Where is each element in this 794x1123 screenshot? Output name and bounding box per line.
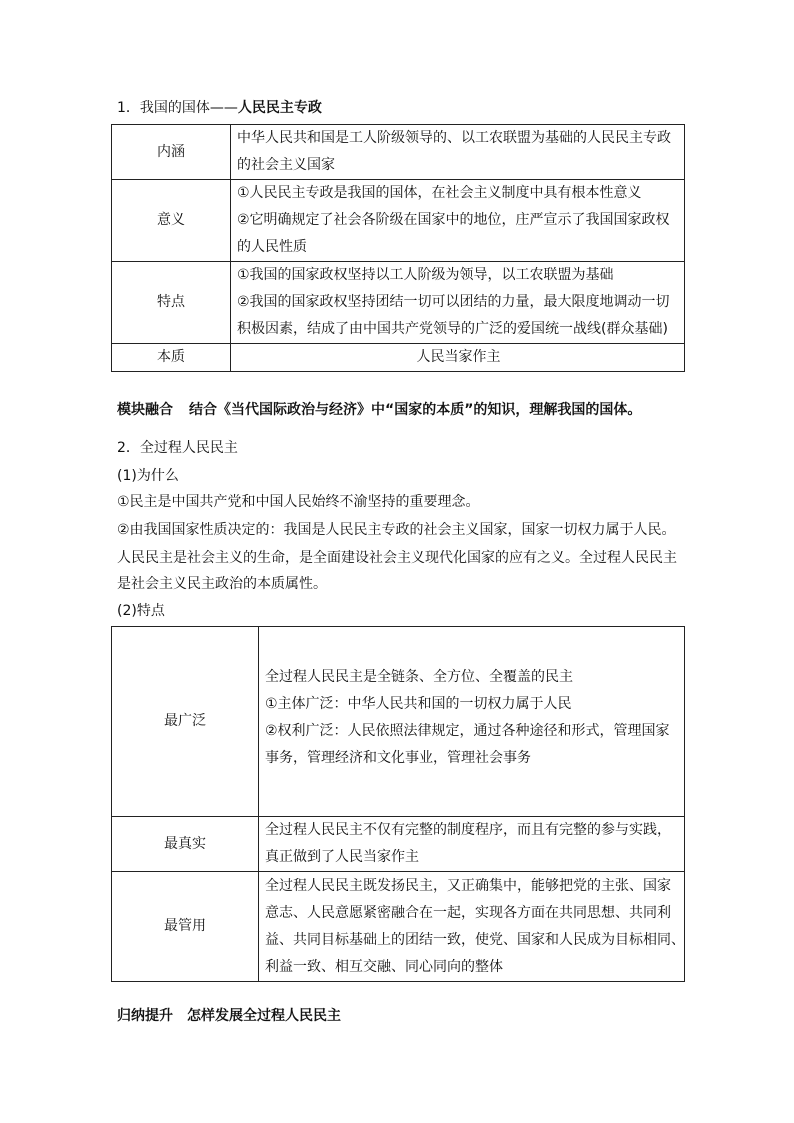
section1-heading [117, 97, 322, 117]
state-system-table [111, 124, 685, 372]
section2-sub2: (2)特点 [117, 603, 165, 619]
summary-note [117, 1005, 341, 1025]
row-label-tedian: 特点 [112, 262, 231, 344]
section1-heading-prefix: 1．我国的国体—— [117, 100, 238, 116]
table-row [112, 125, 685, 180]
module-note-tag: 模块融合 [117, 402, 173, 418]
section2-para-line: 是社会主义民主政治的本质属性。 [117, 576, 327, 592]
cell-line: ①主体广泛：中华人民共和国的一切权力属于人民 [265, 696, 572, 712]
cell-line: 益、共同目标基础上的团结一致，使党、国家和人民成为目标相同、 [265, 931, 685, 948]
row-label-benzhi: 本质 [112, 344, 231, 372]
cell-line: 全过程人民民主是全链条、全方位、全覆盖的民主 [265, 669, 573, 685]
table-row [112, 344, 685, 372]
whole-process-democracy-table [111, 626, 685, 982]
section2-sub1: (1)为什么 [117, 468, 179, 484]
cell-line: 事务，管理经济和文化事业，管理社会事务 [265, 750, 531, 766]
table-row [112, 627, 685, 817]
row-content-yiyi [231, 180, 685, 262]
section2-heading: 2．全过程人民民主 [117, 440, 238, 456]
cell-line: 意志、人民意愿紧密融合在一起，实现各方面在共同思想、共同利 [265, 904, 671, 921]
table-row [112, 180, 685, 262]
module-note-text: 结合《当代国际政治与经济》中“国家的本质”的知识，理解我国的国体。 [189, 402, 642, 418]
cell-line: 积极因素，结成了由中国共产党领导的广泛的爱国统一战线(群众基础) [237, 321, 668, 337]
row-label-neihan: 内涵 [112, 125, 231, 180]
row-content-zuiguanyong [259, 872, 685, 982]
cell-line: 的社会主义国家 [237, 157, 335, 173]
row-content-zuiguangfan [259, 627, 685, 817]
cell-line: 人民当家作主 [416, 349, 501, 365]
table-row [112, 262, 685, 344]
row-label-zuiguanyong: 最管用 [112, 872, 259, 982]
section2-para-line: ②由我国国家性质决定的：我国是人民民主专政的社会主义国家，国家一切权力属于人民。 [117, 522, 676, 538]
cell-line: 的人民性质 [237, 239, 307, 255]
cell-line: ①我国的国家政权坚持以工人阶级为领导，以工农联盟为基础 [237, 267, 614, 283]
row-content-tedian [231, 262, 685, 344]
row-content-zuizhenshi [259, 817, 685, 872]
cell-line: 真正做到了人民当家作主 [265, 849, 419, 865]
cell-line: ①人民民主专政是我国的国体，在社会主义制度中具有根本性意义 [237, 185, 642, 201]
cell-line: ②我国的国家政权坚持团结一切可以团结的力量，最大限度地调动一切 [237, 294, 670, 310]
cell-line: 全过程人民民主不仅有完整的制度程序，而且有完整的参与实践， [265, 822, 671, 838]
cell-line: 利益一致、相互交融、同心同向的整体 [265, 958, 503, 975]
summary-note-text: 怎样发展全过程人民民主 [187, 1008, 341, 1024]
row-content-benzhi [231, 344, 685, 372]
cell-line: ②权利广泛：人民依照法律规定，通过各种途径和形式，管理国家 [265, 723, 670, 739]
table-row [112, 872, 685, 982]
row-label-zuizhenshi: 最真实 [112, 817, 259, 872]
cell-line: 全过程人民民主既发扬民主，又正确集中，能够把党的主张、国家 [265, 877, 671, 894]
module-note [117, 399, 641, 419]
row-label-zuiguangfan: 最广泛 [112, 627, 259, 817]
row-label-yiyi: 意义 [112, 180, 231, 262]
cell-line: 中华人民共和国是工人阶级领导的、以工农联盟为基础的人民民主专政 [237, 130, 671, 146]
row-content-neihan [231, 125, 685, 180]
table-row [112, 817, 685, 872]
section2-para-line: ①民主是中国共产党和中国人民始终不渝坚持的重要理念。 [117, 494, 480, 510]
cell-line: ②它明确规定了社会各阶级在国家中的地位，庄严宣示了我国国家政权 [237, 212, 670, 228]
section2-para-line: 人民民主是社会主义的生命，是全面建设社会主义现代化国家的应有之义。全过程人民民主 [117, 550, 677, 566]
section1-heading-emph: 人民民主专政 [237, 100, 322, 116]
summary-note-tag: 归纳提升 [117, 1008, 173, 1024]
